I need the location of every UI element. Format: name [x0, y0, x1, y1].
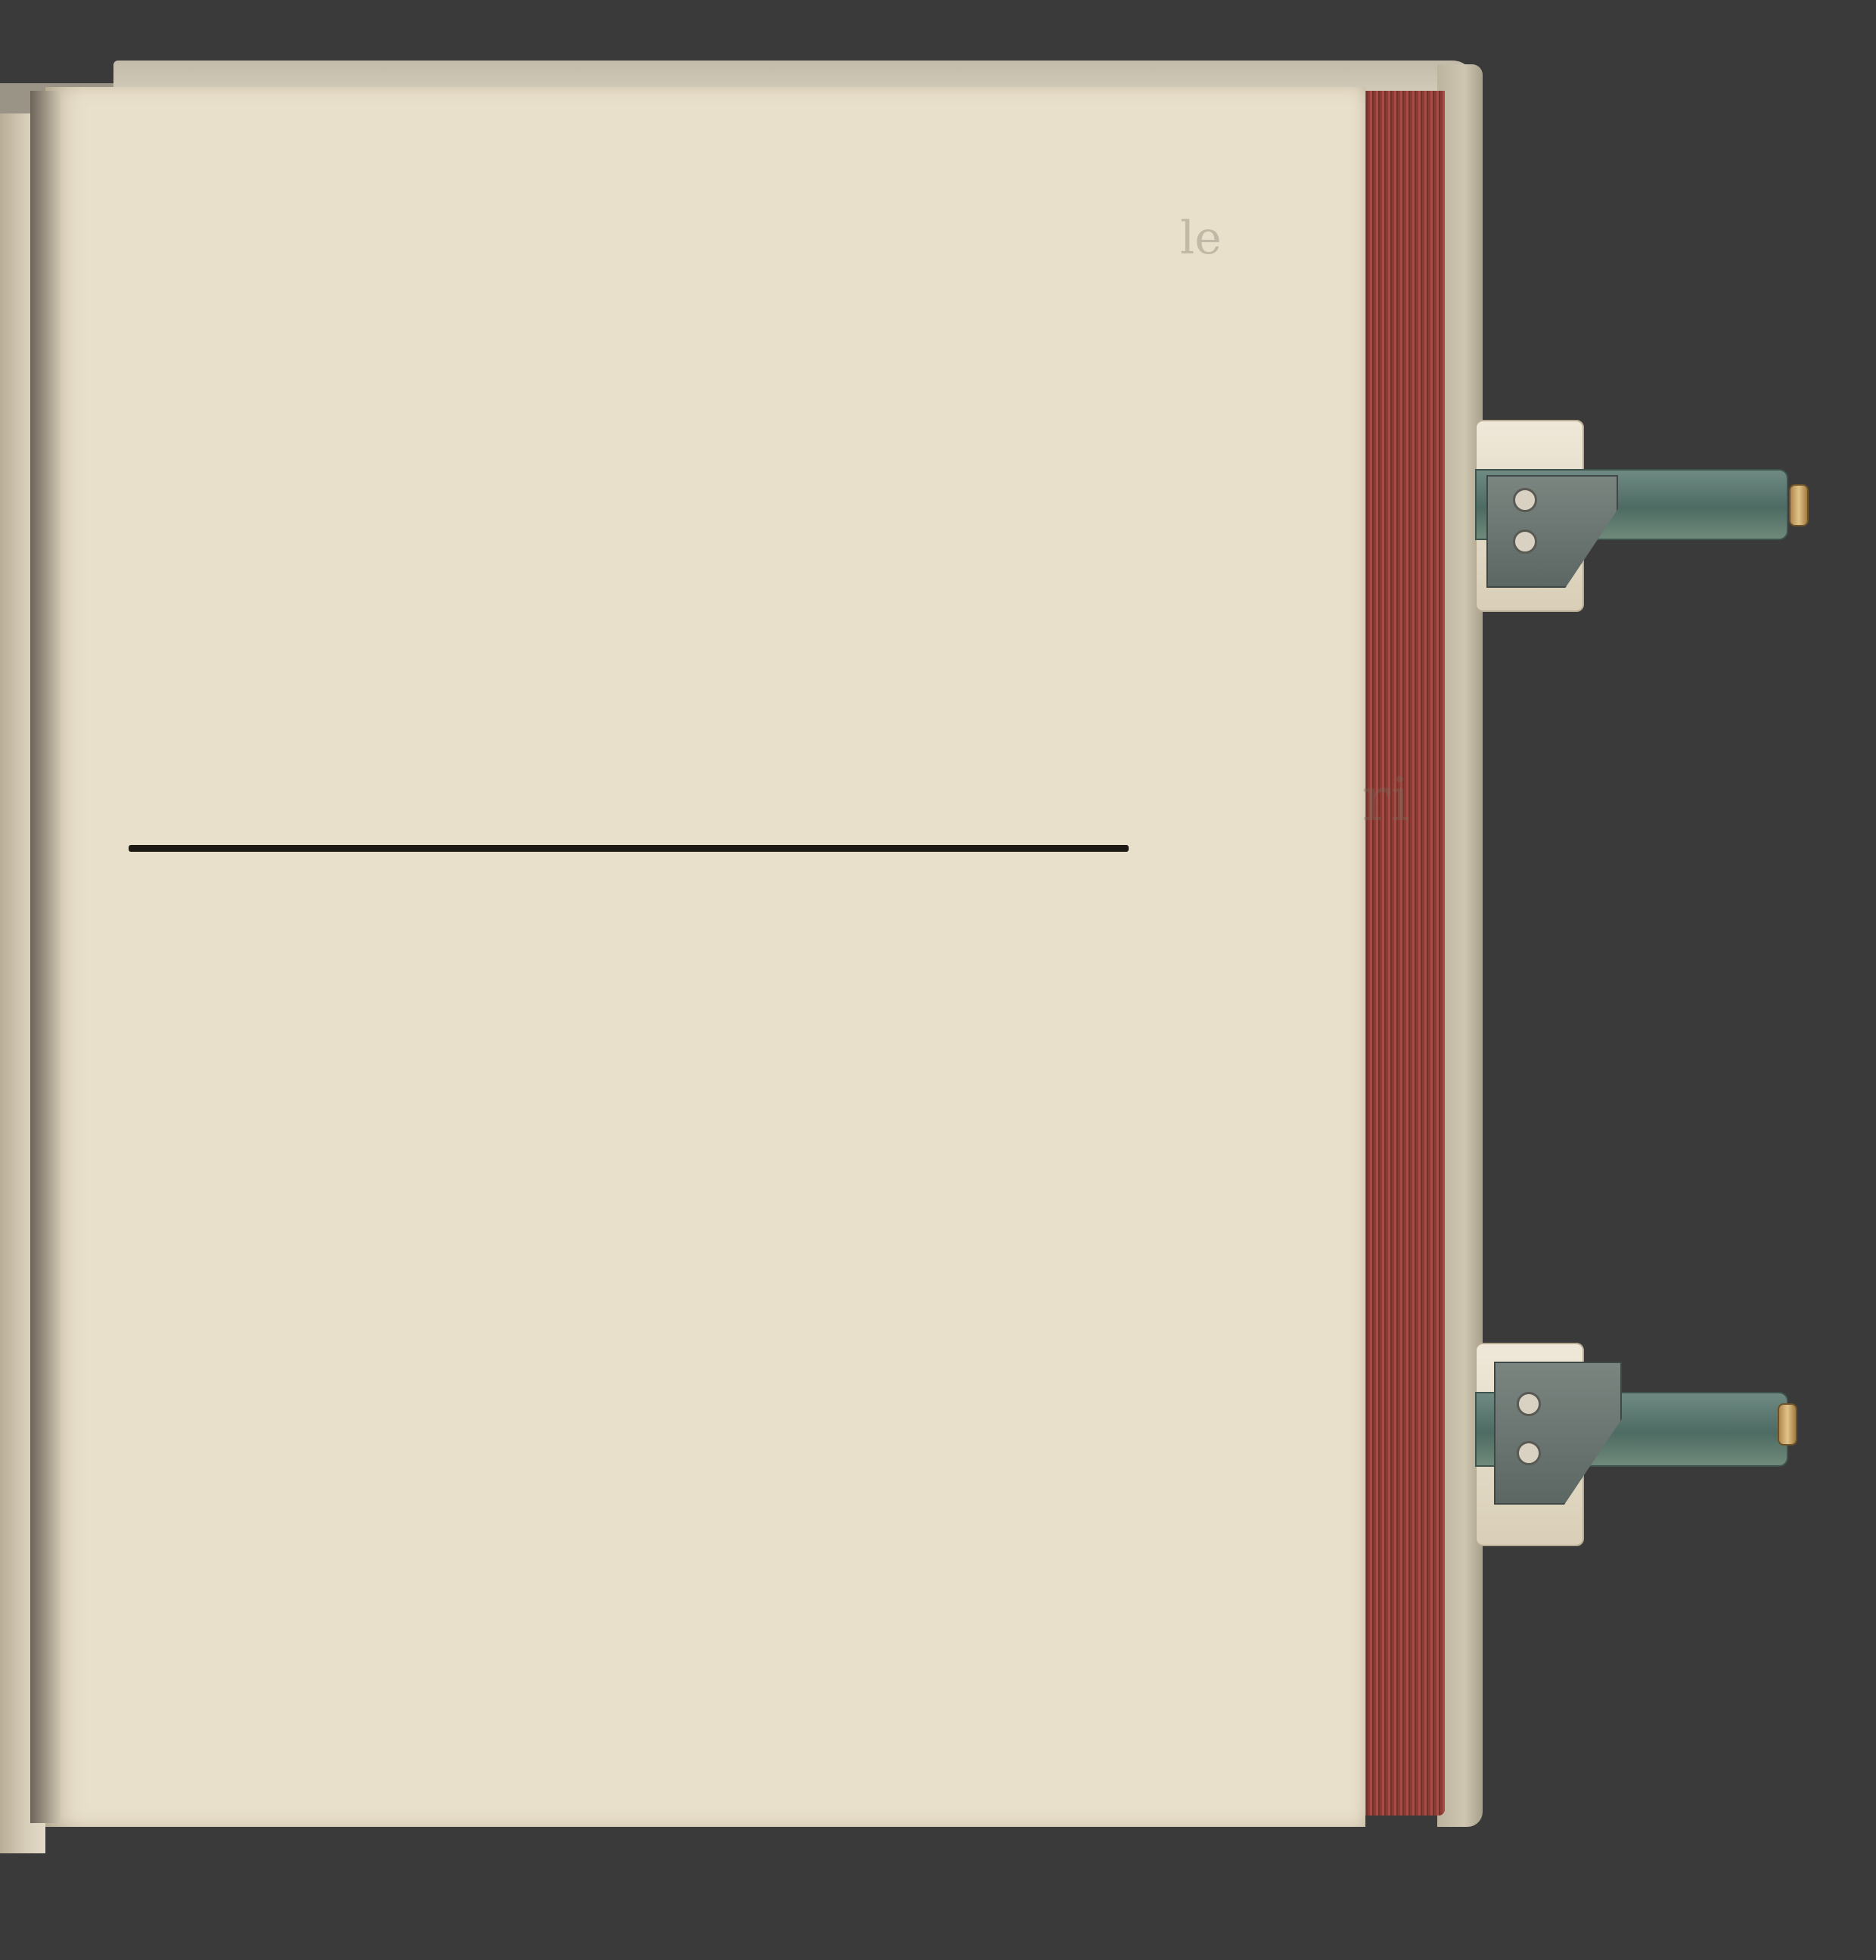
section-divider-rule [129, 845, 1129, 852]
red-page-edges [1362, 91, 1445, 1816]
rivet-icon [1517, 1392, 1541, 1416]
clasp-pin-icon [1789, 484, 1809, 526]
bleed-through-mark: ri [1362, 764, 1410, 834]
gutter-shadow [30, 91, 61, 1823]
clasp-pin-icon [1778, 1403, 1797, 1446]
clasp-plate [1494, 1362, 1622, 1505]
book-page [45, 87, 1365, 1827]
rivet-icon [1513, 530, 1537, 554]
bleed-through-mark: le [1180, 212, 1222, 265]
rivet-icon [1513, 488, 1537, 512]
clasp-plate [1486, 475, 1618, 588]
rivet-icon [1517, 1441, 1541, 1465]
